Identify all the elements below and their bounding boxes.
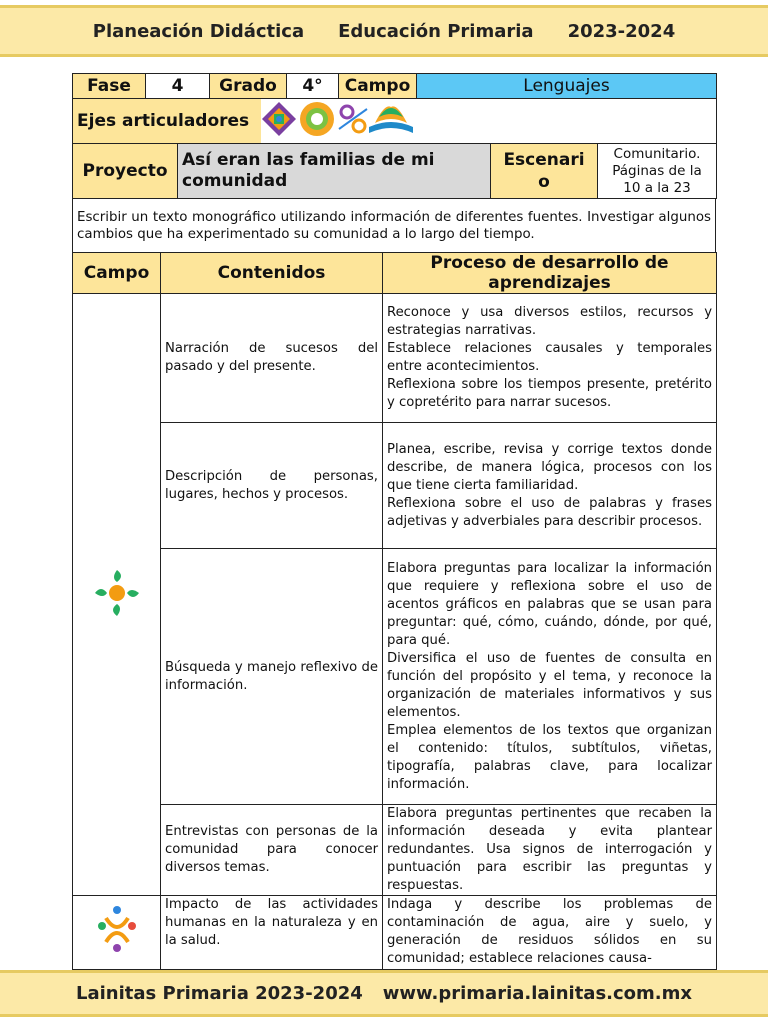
escenario-value: Comunitario. Páginas de la 10 a la 23 (598, 144, 717, 199)
objetivo-text: Escribir un texto monográfico utilizando información de diferentes fuentes. Investigar algunos cambios que ha experimentado su comunidad a lo largo del tiempo. (73, 199, 716, 253)
fase-label: Fase (73, 74, 146, 99)
table-row (73, 805, 717, 896)
inclusion-icon (262, 102, 296, 136)
footer-url[interactable]: www.primaria.lainitas.com.mx (382, 983, 692, 1004)
contenido-cell: Búsqueda y manejo reflexivo de información. (161, 549, 383, 805)
proceso-cell: Planea, escribe, revisa y corrige textos donde describe, de manera lógica, procesos con los que tiene cierta familiaridad. Reflexiona sobre el uso de palabras y frases adjetivas y adverbiales para describir procesos. (383, 423, 717, 549)
campo-label: Campo (339, 74, 417, 99)
proceso-cell: Reconoce y usa diversos estilos, recursos y estrategias narrativas. Establece relaciones causales y temporales entre acontecimientos. Reflexiona sobre los tiempos presente, pretérito y copretérito para narrar sucesos. (383, 294, 717, 423)
ejes-icons (261, 99, 717, 144)
grado-value: 4° (287, 74, 339, 99)
campo-value: Lenguajes (417, 74, 717, 99)
escenario-label: Escenari o (491, 144, 598, 199)
header-title: Planeación Didáctica (92, 20, 305, 42)
header-banner (0, 5, 768, 57)
saberes-campo-icon (92, 904, 142, 954)
proyecto-label: Proyecto (73, 144, 178, 199)
proceso-cell: Indaga y describe los problemas de contaminación de agua, aire y suelo, y generación de residuos sólidos en su comunidad; establece relaciones causa- (383, 896, 717, 970)
lenguajes-campo-icon (92, 566, 142, 620)
proyecto-table (72, 143, 717, 199)
ejes-table (72, 98, 717, 144)
ejes-icons-svg (261, 99, 441, 139)
proceso-cell: Elabora preguntas pertinentes que recaben la información deseada y evita plantear redundantes. Usa signos de interrogación y puntuación para escribir las preguntas y respuestas. (383, 805, 717, 896)
contenidos-table (72, 252, 717, 970)
col-campo-header: Campo (73, 253, 161, 294)
contenido-cell: Descripción de personas, lugares, hechos y procesos. (161, 423, 383, 549)
table-row (73, 549, 717, 805)
contenido-cell: Impacto de las actividades humanas en la naturaleza y en la salud. (161, 896, 383, 970)
info-table (72, 73, 717, 99)
campo-lenguajes-cell (73, 294, 161, 896)
proceso-cell: Elabora preguntas para localizar la información que requiere y reflexiona sobre el uso de acentos gráficos en palabras que se usan para preguntar: qué, cómo, cuándo, dónde, por qué, para qué. Diversifica el uso de fuentes de consulta en función del propósito y el tema, y reconoce la organización de materiales informativos y sus elementos. Emplea elementos de los textos que organizan el contenido: títulos, subtítulos, viñetas, tipografía, palabras clave, para localizar información. (383, 549, 717, 805)
footer-banner (0, 970, 768, 1017)
header-year: 2023-2024 (567, 20, 676, 42)
table-row (73, 294, 717, 423)
pensamiento-critico-icon (300, 102, 334, 136)
ejes-label: Ejes articuladores (73, 99, 261, 144)
contenido-cell: Narración de sucesos del pasado y del presente. (161, 294, 383, 423)
grado-label: Grado (210, 74, 287, 99)
footer-brand: Lainitas Primaria 2023-2024 (76, 983, 363, 1004)
fase-value: 4 (146, 74, 210, 99)
table-row (73, 896, 717, 970)
col-contenidos-header: Contenidos (161, 253, 383, 294)
planeacion-sheet (72, 73, 716, 970)
contenido-cell: Entrevistas con personas de la comunidad para conocer diversos temas. (161, 805, 383, 896)
igualdad-genero-icon (339, 106, 367, 132)
col-proceso-header: Proceso de desarrollo de aprendizajes (383, 253, 717, 294)
header-level: Educación Primaria (338, 20, 534, 42)
campo-saberes-cell (73, 896, 161, 970)
proyecto-value: Así eran las familias de mi comunidad (178, 144, 491, 199)
lectura-icon (369, 106, 413, 133)
objetivo-table (72, 198, 716, 253)
table-row (73, 423, 717, 549)
